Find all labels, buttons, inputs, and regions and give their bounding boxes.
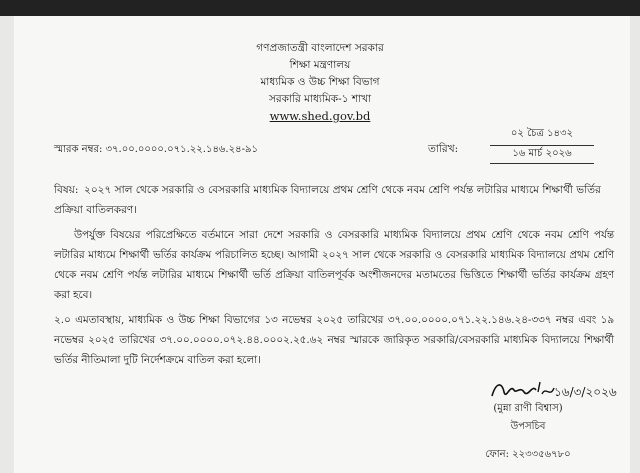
date-box: [490, 126, 594, 162]
date-divider: [490, 145, 594, 146]
subject-text: ২০২৭ সাল থেকে সরকারি ও বেসরকারি মাধ্যমিক বিদ্যালয়ে প্রথম শ্রেণি থেকে নবম শ্রেণি পর্যন্ত লটারির মাধ্যমে শিক্ষার্থী ভর্তির প্রক্রিয়া বাতিলকরণ।: [54, 184, 601, 216]
govt-name: গণপ্রজাতন্ত্রী বাংলাদেশ সরকার: [256, 42, 384, 54]
date-english: ১৬ মার্চ ২০২৬: [512, 148, 572, 159]
ministry-name: শিক্ষা মন্ত্রণালয়: [289, 59, 351, 71]
date-label: তারিখ:: [428, 143, 459, 155]
signatory-name: (মুন্না রাণী বিশ্বাস): [493, 403, 563, 414]
website-link[interactable]: www.shed.gov.bd: [269, 109, 371, 123]
signatory-phone: ফোন: ২২৩৩৫৬৭৮০: [485, 449, 571, 460]
signatory-block: [478, 378, 578, 464]
body-paragraph-2: ২.০ এমতাবস্থায়, মাধ্যমিক ও উচ্চ শিক্ষা বিভাগের ১৩ নভেম্বর ২০২৫ তারিখের ৩৭.০০.০০০০.০৭১.২২.১৪৬.২৪-৩৩৭ নম্বর এবং ১৯ নভেম্বর ২০২৫ তারিখের ৩৭.০০.০০০০.০৭২.৪৪.০০০২.২৫.৬২ নম্বর স্মারকে জারিকৃত সরকারি/বেসরকারি মাধ্যমিক বিদ্যালয়ে শিক্ষার্থী ভর্তির নীতিমালা দুটি নির্দেশক্রমে বাতিল করা হলো।: [54, 314, 614, 366]
date-bangla: ০২ চৈত্র ১৪৩২: [510, 128, 574, 139]
letterhead: [0, 40, 640, 125]
subject-label: বিষয়:: [54, 184, 79, 196]
branch-name: সরকারি মাধ্যমিক-১ শাখা: [268, 93, 372, 105]
signature-date: ১৬/৩/২০২৬: [554, 385, 617, 399]
date-underline: [490, 163, 594, 164]
top-frame-bar: [0, 0, 640, 16]
division-name: মাধ্যমিক ও উচ্চ শিক্ষা বিভাগ: [260, 76, 380, 88]
memo-reference-number: স্মারক নম্বর: ৩৭.০০.০০০০.০৭১.২২.১৪৬.২৪-৯১: [54, 144, 258, 155]
body-paragraph-1: উপর্যুক্ত বিষয়ের পরিপ্রেক্ষিতে বর্তমানে সারা দেশে সরকারি ও বেসরকারি মাধ্যমিক বিদ্যালয়ে প্রথম শ্রেণি থেকে নবম শ্রেণি পর্যন্ত লটারির মাধ্যমে শিক্ষার্থী ভর্তির কার্যক্রম পরিচালিত হচ্ছে। আগামী ২০২৭ সাল থেকে সরকারি ও বেসরকারি মাধ্যমিক বিদ্যালয়ে প্রথম শ্রেণি থেকে নবম শ্রেণি পর্যন্ত লটারির মাধ্যমে শিক্ষার্থী ভর্তি প্রক্রিয়া বাতিলপূর্বক অংশীজনদের মতামতের ভিত্তিতে শিক্ষার্থী ভর্তির কার্যক্রম গ্রহণ করা হবে।: [54, 229, 614, 301]
subject-line: [54, 180, 614, 220]
signatory-designation: উপসচিব: [510, 421, 546, 432]
